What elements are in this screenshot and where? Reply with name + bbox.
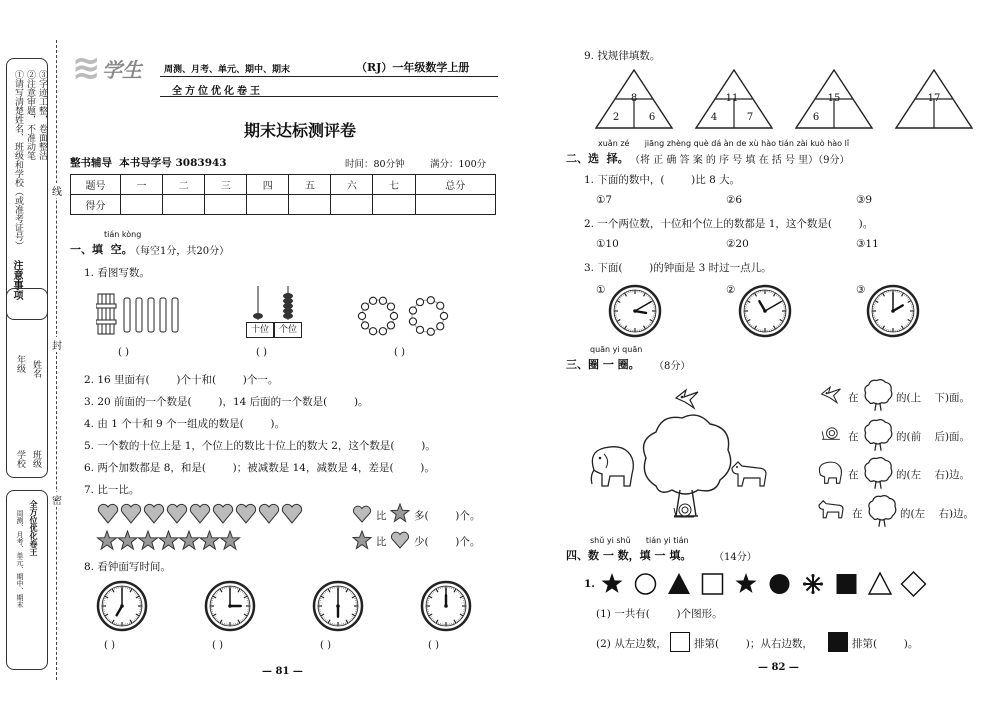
header-series: 全方位优化卷王 [172,86,263,97]
sec3-note: （8分） [654,361,691,372]
s2q3-opt-2[interactable]: ② [726,284,736,296]
shape-tri-f [668,573,690,594]
compare1-word: 比 [376,510,387,522]
abacus-label-tens: 十位 [246,322,274,338]
s4-sub1: (1) 一共有( )个图形。 [596,608,723,620]
brand-tagline: 周测、月考、单元、期中、期末 [16,510,24,608]
score-header: 三 [205,175,247,195]
circle-item-4-choice[interactable]: 的(左 右)边。 [900,508,975,520]
clock-6 [312,580,364,632]
triangle-top-1: 8 [630,93,638,104]
meta-score: 满分：100分 [430,159,487,170]
bead [437,302,444,309]
bead [361,303,368,310]
s4-sub2-a: (2) 从左边数， [596,638,667,650]
bead [416,299,423,306]
s2q1-opt-2[interactable]: ②6 [726,194,743,206]
sec1-note: （每空1分，共20分） [130,246,230,257]
star-mark [221,531,240,549]
sec4-pinyin: shǔ yi shǔ tián yi tián [590,536,689,545]
heart-mark [259,504,278,523]
s4-sub2-b: 排第( )；从右边数， [694,638,813,650]
header-tagline: 周测、月考、单元、期中、期末 [164,65,291,75]
brand-box [6,490,48,670]
dog-icon [728,458,770,492]
bead [409,307,416,314]
bead [427,328,434,335]
triangle-top-3: 15 [827,93,841,104]
star-mark [118,531,137,549]
q8-text: 8. 看钟面写时间。 [84,561,171,573]
shapes-row [600,570,940,598]
shape-asterisk [803,574,823,594]
header-rule-2 [160,96,498,97]
score-cell[interactable] [415,195,495,215]
s2q3-opt-1[interactable]: ① [596,284,606,296]
score-header: 五 [289,175,331,195]
abacus-label-ones: 个位 [274,322,302,338]
bead [358,312,365,319]
s2q2-text: 2. 一个两位数，十位和个位上的数都是 1，这个数是( )。 [584,218,874,230]
sec4-note: （14分） [714,552,757,563]
triangle-right-2: 7 [746,112,754,123]
s4q1-number: 1. [584,578,595,590]
score-cell[interactable] [163,195,205,215]
field-class: 班级 [31,450,41,468]
bead [369,328,376,335]
score-header: 六 [331,175,373,195]
tree-icon [862,456,894,490]
shape-diamond-o [902,572,926,596]
logo [72,44,162,102]
q5-text: 5. 一个数的十位上是 1，个位上的数比十位上的数大 2，这个数是( )。 [84,440,436,452]
q7-text: 7. 比一比。 [84,484,140,496]
square-filled-icon [828,632,848,652]
triangle-top-2: 11 [725,93,739,104]
q8-answer-3[interactable]: ( ) [320,640,331,651]
bead [361,322,368,329]
score-cell[interactable] [373,195,415,215]
shape-star [602,573,623,593]
book-title: （RJ）一年级数学上册 [356,61,470,74]
elephant-icon [586,440,638,490]
logo-mark: ≋ [72,48,101,88]
bird-icon [818,382,844,406]
heart-icon [352,505,372,523]
score-header: 一 [121,175,163,195]
triangle-left-3: 6 [812,112,820,123]
triangle-left-2: 4 [710,112,718,123]
snail-icon [820,426,842,442]
shape-tri-o [869,573,891,594]
score-header: 总分 [415,175,495,195]
q4-text: 4. 由 1 个十和 9 个一组成的数是( )。 [84,418,285,430]
notes-line-2: ②注意审题，不准动笔 [25,70,35,160]
q1-answer-1[interactable]: ( ) [118,347,129,358]
bead [427,297,434,304]
score-table [70,174,496,215]
field-school: 学校 [15,450,25,468]
circle-item-1-word: 在 [848,392,859,404]
heart-mark [190,504,209,523]
star-mark [200,531,219,549]
star-mark [180,531,199,549]
s2q1-text: 1. 下面的数中，( )比 8 大。 [584,174,741,186]
triangle-left-1: 2 [612,112,620,123]
abacus [244,286,302,324]
star-icon [390,503,410,523]
notes-line-3: ③字迹工整，卷面整洁 [37,70,47,160]
q8-answer-1[interactable]: ( ) [104,640,115,651]
triangle-top-4: 17 [927,93,941,104]
shape-sq-o [703,574,723,594]
s2q1-opt-1[interactable]: ①7 [596,194,613,206]
score-row-label: 得分 [71,195,121,215]
dog-icon [816,498,846,522]
q1-answer-2[interactable]: ( ) [256,347,267,358]
page-number-left: — 81 — [262,666,303,677]
q8-answer-4[interactable]: ( ) [428,640,439,651]
page-number-right: — 82 — [758,662,799,673]
q3-text: 3. 20 前面的一个数是( )，14 后面的一个数是( )。 [84,396,369,408]
sec2-pinyin: xuǎn zé jiāng zhèng què dá àn de xù hào tián zài kuò hào lǐ [598,139,850,148]
choice-clock-2 [738,284,792,338]
heart-mark [213,504,232,523]
shape-star [736,573,757,593]
header-rule-1 [160,76,498,77]
q1-answer-3[interactable]: ( ) [394,347,405,358]
s2q1-opt-3[interactable]: ③9 [856,194,873,206]
heart-mark [236,504,255,523]
seal-char-2: 封 [52,337,62,352]
star-icon [352,530,372,550]
choice-clock-3 [866,284,920,338]
bead [387,322,394,329]
brand-series: 全方位优化卷王 [29,500,39,556]
clock-7 [96,580,148,632]
heart-mark [144,504,163,523]
q9-text: 9. 找规律填数。 [584,50,661,62]
star-mark [139,531,158,549]
bead-rings [354,292,454,340]
circle-item-2-choice[interactable]: 的(前 后)面。 [896,431,971,443]
logo-text: 学生 [102,58,142,82]
heart-icon [390,531,410,549]
bead [369,297,376,304]
circle-item-4-word: 在 [852,508,863,520]
sec1-title: 一、填 空。 [70,243,133,256]
circle-item-1-choice[interactable]: 的(上 下)面。 [896,392,971,404]
sec3-pinyin: quān yi quān [590,345,643,354]
star-mark [159,531,178,549]
score-table-score-row [71,195,496,215]
compare2-answer[interactable]: 少( )个。 [414,536,481,548]
tree-icon [862,378,894,412]
score-cell[interactable] [331,195,373,215]
field-grade: 年级 [15,355,25,373]
score-cell[interactable] [247,195,289,215]
bead [390,312,397,319]
compare1-answer[interactable]: 多( )个。 [414,510,481,522]
s2q3-text: 3. 下面( )的钟面是 3 时过一点儿。 [584,262,772,274]
elephant-icon [816,458,844,486]
score-header: 二 [163,175,205,195]
sec3-title: 三、圈 一 圈。 [566,358,640,371]
hearts-row [96,503,306,525]
heart-mark [98,504,117,523]
stick-bundles [96,292,184,336]
bead [440,312,447,319]
notes-title: 注意事项 [11,260,22,300]
score-cell[interactable] [289,195,331,215]
bird-icon [672,384,702,412]
choice-clock-1 [608,284,662,338]
score-header: 四 [247,175,289,195]
circle-item-3-choice[interactable]: 的(左 右)边。 [896,469,971,481]
compare2-word: 比 [376,536,387,548]
shape-circle-f [770,574,790,594]
sec2-title: 二、选 择。 [566,152,629,165]
score-header: 题号 [71,175,121,195]
s4-sub2-c: 排第( )。 [852,638,919,650]
shape-sq-f [837,574,857,594]
sec1-pinyin: tián kòng [104,230,142,239]
q6-text: 6. 两个加数都是 8，和是( )；被减数是 14，减数是 4，差是( )。 [84,462,435,474]
snail-icon [672,502,696,520]
bead [409,318,416,325]
q2-text: 2. 16 里面有( )个十和( )个一。 [84,374,279,386]
sec4-title: 四、数 一 数，填 一 填。 [566,549,692,562]
s2q3-opt-3[interactable]: ③ [856,284,866,296]
bead [379,297,386,304]
tree-icon [866,494,898,528]
bead [379,328,386,335]
bead [416,326,423,333]
heart-mark [167,504,186,523]
score-cell[interactable] [205,195,247,215]
stars-row [96,530,246,552]
star-mark [98,531,117,549]
sec2-note: （将 正 确 答 案 的 序 号 填 在 括 号 里）（9分） [630,155,850,166]
score-header: 七 [373,175,415,195]
field-name: 姓名 [31,360,41,378]
bead [387,303,394,310]
seal-char-1: 线 [52,183,62,198]
heart-mark [282,504,301,523]
tree-icon [862,418,894,452]
shape-circle-o [636,574,656,594]
seal-char-3: 密 [52,492,62,507]
circle-item-2-word: 在 [848,431,859,443]
score-table-header-row [71,175,496,195]
square-outline-icon [670,632,690,652]
heart-mark [121,504,140,523]
circle-item-3-word: 在 [848,469,859,481]
triangle-right-1: 6 [648,112,656,123]
score-cell[interactable] [121,195,163,215]
s2q2-opt-2[interactable]: ②20 [726,238,749,250]
clock-12 [420,580,472,632]
s2q2-opt-3[interactable]: ③11 [856,238,879,250]
bead [437,323,444,330]
clock-3 [204,580,256,632]
meta-time: 时间：80分钟 [345,159,405,170]
notes-line-1: ①请写清楚姓名、班级和学校（或准考证号） [13,70,23,250]
q8-answer-2[interactable]: ( ) [212,640,223,651]
s2q2-opt-1[interactable]: ①10 [596,238,619,250]
meta-left: 整书辅导 本书导学号 3083943 [70,157,227,169]
q1-text: 1. 看图写数。 [84,267,150,279]
page-title: 期末达标测评卷 [243,121,356,140]
